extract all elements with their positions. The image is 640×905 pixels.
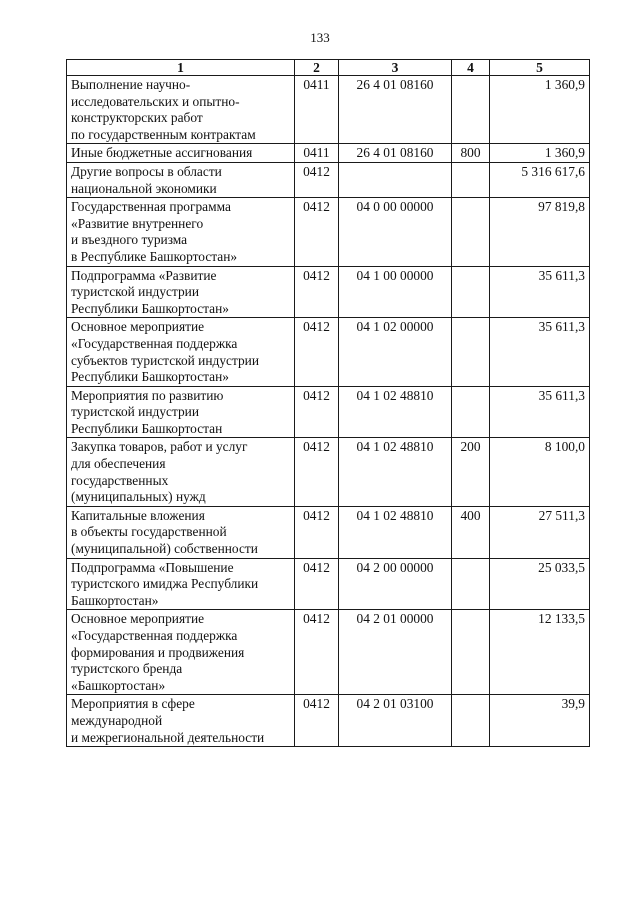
table-row — [67, 386, 590, 438]
table-body — [67, 76, 590, 747]
row-code: 26 4 01 08160 — [339, 76, 452, 144]
row-type — [452, 198, 490, 266]
row-type — [452, 318, 490, 386]
page-number: 133 — [310, 30, 330, 45]
row-name: Мероприятия в сфере международной и межрегиональной деятельности — [67, 695, 295, 747]
table-row — [67, 162, 590, 197]
row-code: 04 1 02 00000 — [339, 318, 452, 386]
row-type: 400 — [452, 506, 490, 558]
row-section: 0412 — [295, 695, 339, 747]
column-header-code: 3 — [339, 60, 452, 76]
row-name: Закупка товаров, работ и услуг для обеспечения государственных (муниципальных) нужд — [67, 438, 295, 506]
table-row — [67, 438, 590, 506]
row-section: 0411 — [295, 76, 339, 144]
column-header-section: 2 — [295, 60, 339, 76]
row-code: 04 1 02 48810 — [339, 506, 452, 558]
row-type — [452, 162, 490, 197]
budget-table — [66, 59, 590, 747]
row-sum: 1 360,9 — [490, 76, 590, 144]
row-section: 0412 — [295, 162, 339, 197]
row-name: Подпрограмма «Развитие туристской индустрии Республики Башкортостан» — [67, 266, 295, 318]
row-sum: 35 611,3 — [490, 266, 590, 318]
row-code: 04 2 01 03100 — [339, 695, 452, 747]
row-section: 0411 — [295, 144, 339, 163]
table-row — [67, 76, 590, 144]
table-row — [67, 695, 590, 747]
row-sum: 5 316 617,6 — [490, 162, 590, 197]
row-type — [452, 610, 490, 695]
table-row — [67, 198, 590, 266]
row-section: 0412 — [295, 506, 339, 558]
row-type — [452, 266, 490, 318]
table-header-row — [67, 60, 590, 76]
row-type — [452, 558, 490, 610]
column-header-type: 4 — [452, 60, 490, 76]
row-type — [452, 76, 490, 144]
row-sum: 1 360,9 — [490, 144, 590, 163]
row-code — [339, 162, 452, 197]
row-name: Выполнение научно- исследовательских и опытно- конструкторских работ по государственным контрактам — [67, 76, 295, 144]
row-name: Подпрограмма «Повышение туристского имиджа Республики Башкортостан» — [67, 558, 295, 610]
row-section: 0412 — [295, 610, 339, 695]
row-code: 04 1 00 00000 — [339, 266, 452, 318]
row-code: 04 2 00 00000 — [339, 558, 452, 610]
row-code: 04 0 00 00000 — [339, 198, 452, 266]
row-name: Основное мероприятие «Государственная поддержка формирования и продвижения туристского бренда «Башкортостан» — [67, 610, 295, 695]
row-name: Иные бюджетные ассигнования — [67, 144, 295, 163]
row-section: 0412 — [295, 198, 339, 266]
table-row — [67, 558, 590, 610]
row-sum: 35 611,3 — [490, 386, 590, 438]
row-name: Основное мероприятие «Государственная поддержка субъектов туристской индустрии Республики Башкортостан» — [67, 318, 295, 386]
table-row — [67, 266, 590, 318]
row-section: 0412 — [295, 318, 339, 386]
row-type — [452, 695, 490, 747]
row-code: 04 1 02 48810 — [339, 386, 452, 438]
row-section: 0412 — [295, 438, 339, 506]
column-header-name: 1 — [67, 60, 295, 76]
row-sum: 35 611,3 — [490, 318, 590, 386]
row-code: 26 4 01 08160 — [339, 144, 452, 163]
row-sum: 8 100,0 — [490, 438, 590, 506]
row-type: 200 — [452, 438, 490, 506]
table-row — [67, 318, 590, 386]
column-header-sum: 5 — [490, 60, 590, 76]
row-name: Мероприятия по развитию туристской индустрии Республики Башкортостан — [67, 386, 295, 438]
row-type — [452, 386, 490, 438]
row-sum: 12 133,5 — [490, 610, 590, 695]
row-code: 04 1 02 48810 — [339, 438, 452, 506]
row-sum: 97 819,8 — [490, 198, 590, 266]
row-name: Другие вопросы в области национальной экономики — [67, 162, 295, 197]
row-section: 0412 — [295, 266, 339, 318]
row-code: 04 2 01 00000 — [339, 610, 452, 695]
row-section: 0412 — [295, 386, 339, 438]
row-name: Капитальные вложения в объекты государственной (муниципальной) собственности — [67, 506, 295, 558]
row-sum: 27 511,3 — [490, 506, 590, 558]
row-name: Государственная программа «Развитие внутреннего и въездного туризма в Республике Башкортостан» — [67, 198, 295, 266]
table-row — [67, 506, 590, 558]
row-type: 800 — [452, 144, 490, 163]
row-section: 0412 — [295, 558, 339, 610]
row-sum: 39,9 — [490, 695, 590, 747]
table-row — [67, 144, 590, 163]
row-sum: 25 033,5 — [490, 558, 590, 610]
table-row — [67, 610, 590, 695]
